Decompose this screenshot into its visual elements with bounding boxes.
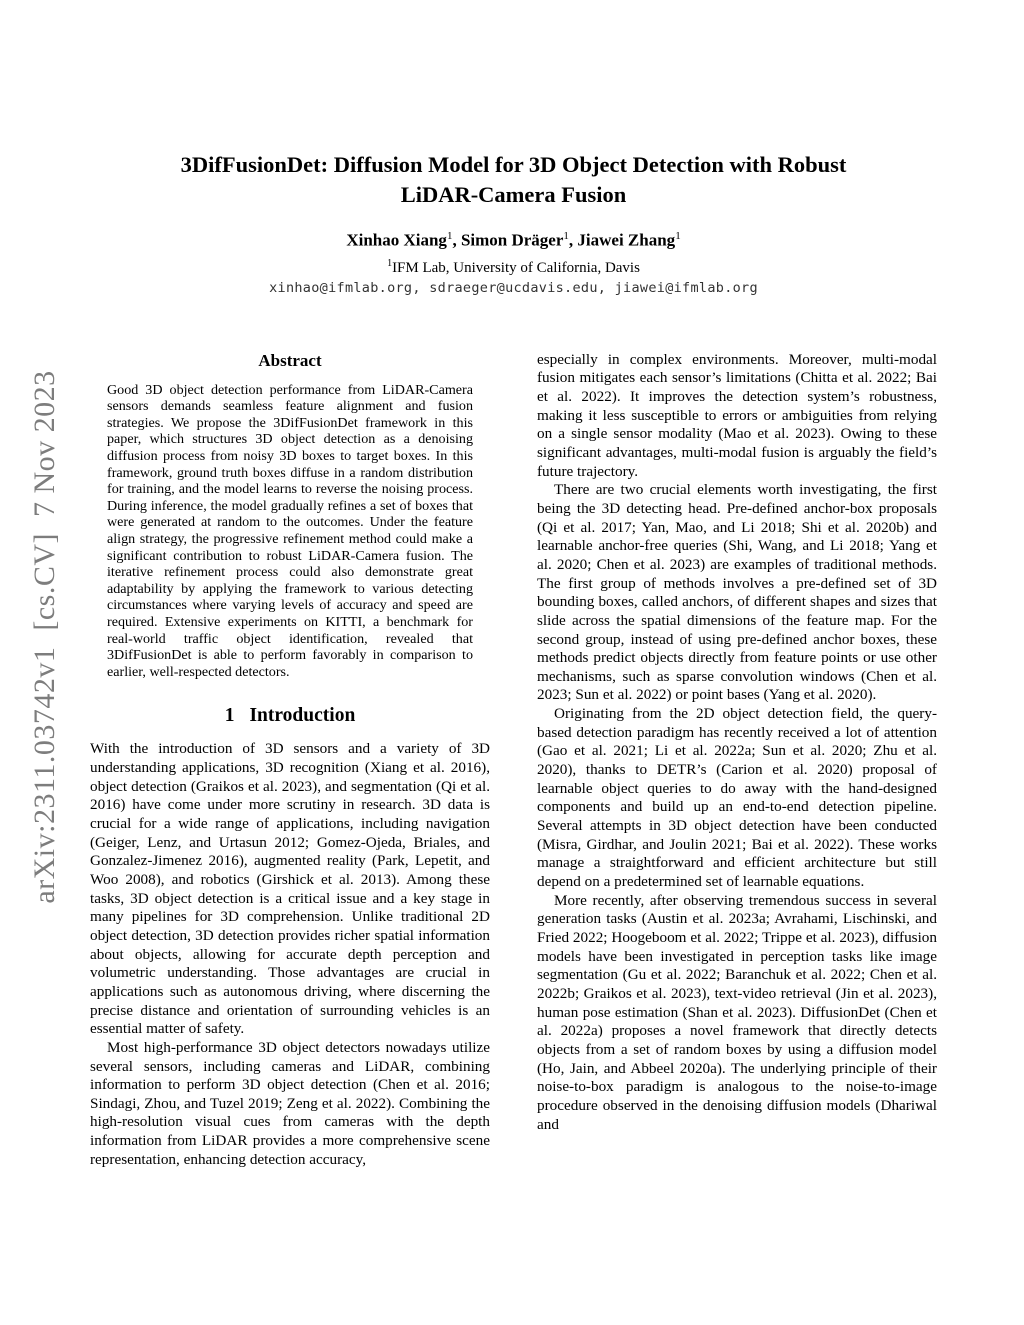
- paragraph: especially in complex environments. Moreover, multi-modal fusion mitigates each sensor’s limitations (Chitta et al. 2022; Bai et al. 2022). It improves the detection system’s robustness, making it less susceptible to errors or ambiguities from relying on a single sensor modality (Mao et al. 2023). Owing to these significant advantages, multi-modal fusion is arguably the field’s future trajectory.: [537, 350, 937, 480]
- affiliation-line: [90, 258, 937, 277]
- paragraph: There are two crucial elements worth investigating, the first being the 3D detecting head. Pre-defined anchor-box proposals (Qi et al. 2017; Yan, Mao, and Li 2018; Shi et al. 2020b) and learnable anchor-free queries (Shi, Wang, and Li 2018; Yang et al. 2020; Chen et al. 2023) are examples of traditional methods. The first group of methods involves a pre-defined set of 3D bounding boxes, called anchors, of different shapes and sizes that slide across the spatial dimensions of the feature map. For the second group, instead of using pre-defined anchor boxes, these methods predict objects directly from feature points or use other mechanisms, such as sparse convolution windows (Chen et al. 2023; Sun et al. 2022) or point bases (Yang et al. 2020).: [537, 481, 937, 704]
- abstract-text: Good 3D object detection performance from LiDAR-Camera sensors demands seamless feature alignment and fusion strategies. We propose the 3DifFusionDet framework in this paper, which structures 3D object detection as a denoising diffusion process from noisy 3D boxes to target boxes. In this framework, ground truth boxes diffuse in a random distribution for training, and the model learns to reverse the noising process. During inference, the model gradually refines a set of boxes that were generated at random to the outcomes. Under the feature align strategy, the progressive refinement method could make a significant contribution to robust LiDAR-Camera fusion. The iterative refinement process could also demonstrate great adaptability by applying the framework to various detecting circumstances where varying levels of accuracy and speed are required. Extensive experiments on KITTI, a benchmark for real-world traffic object identification, revealed that 3DifFusionDet is able to perform favorably in comparison to earlier, well-respected detectors.: [107, 381, 473, 680]
- section-number: 1: [224, 705, 235, 727]
- affiliation-superscript: 1: [387, 257, 393, 269]
- right-column: [537, 351, 937, 1135]
- two-column-body: [90, 351, 937, 1170]
- paper-title-line1: 3DifFusionDet: Diffusion Model for 3D Object Detection with Robust: [180, 152, 847, 177]
- paragraph: More recently, after observing tremendous success in several generation tasks (Austin et al. 2023a; Avrahami, Lischinski, and Fried 2022; Hoogeboom et al. 2022; Trippe et al. 2023), diffusion models have been investigated in perception tasks like image segmentation (Gu et al. 2022; Baranchuk et al. 2022; Chen et al. 2022b; Graikos et al. 2023), text-video retrieval (Jin et al. 2023), human pose estimation (Shan et al. 2023). DiffusionDet (Chen et al. 2022a) proposes a novel framework that directly detects objects from a set of random boxes by using a diffusion model (Ho, Jain, and Abbeel 2020a). The underlying principle of their noise-to-box paradigm is analogous to the noise-to-image procedure observed in the denoising diffusion models (Dhariwal and: [537, 891, 937, 1133]
- author-superscript: 1: [675, 230, 681, 242]
- author-line: [90, 230, 937, 251]
- paper-content: [90, 150, 937, 1169]
- paper-title-line2: LiDAR-Camera Fusion: [400, 182, 627, 207]
- author-separator: ,: [452, 230, 461, 250]
- left-column: [90, 351, 490, 1170]
- paragraph: Most high-performance 3D object detectors nowadays utilize several sensors, including cameras and LiDAR, combining information to perform 3D object detection (Chen et al. 2016; Sindagi, Zhou, and Tuzel 2019; Zeng et al. 2022). Combining the high-resolution visual cues from cameras with the depth information from LiDAR provides a more comprehensive scene representation, enhancing detection accuracy,: [90, 1038, 490, 1168]
- affiliation-text: IFM Lab, University of California, Davis: [392, 259, 640, 276]
- paper-title: [90, 150, 937, 210]
- arxiv-watermark: arXiv:2311.03742v1 [cs.CV] 7 Nov 2023: [28, 370, 61, 904]
- paragraph: Originating from the 2D object detection field, the query-based detection paradigm has recently received a lot of attention (Gao et al. 2021; Li et al. 2022a; Sun et al. 2020; Zhu et al. 2020), thanks to DETR’s (Carion et al. 2020) proposal of learnable object queries to do away with the hand-designed components and build up an end-to-end detection pipeline. Several attempts in 3D object detection have been conducted (Misra, Girdhar, and Joulin 2021; Bai et al. 2022). These works manage a straightforward and efficient architecture but still depend on a predetermined set of learnable equations.: [537, 705, 937, 891]
- author-name: Jiawei Zhang: [577, 230, 676, 250]
- section-title: Introduction: [249, 705, 356, 727]
- author-name: Xinhao Xiang: [346, 230, 447, 250]
- author-separator: ,: [568, 230, 578, 250]
- section-1-heading: [90, 705, 490, 727]
- author-name: Simon Dräger: [460, 230, 564, 250]
- abstract-heading: Abstract: [258, 350, 322, 370]
- author-superscript: 1: [446, 230, 453, 242]
- author-superscript: 1: [563, 230, 569, 242]
- email-line: xinhao@ifmlab.org, sdraeger@ucdavis.edu, jiawei@ifmlab.org: [269, 279, 758, 296]
- paragraph: With the introduction of 3D sensors and a variety of 3D understanding applications, 3D recognition (Xiang et al. 2016), object detection (Graikos et al. 2023), and segmentation (Qi et al. 2016) have come under more scrutiny in research. 3D data is crucial for a wide range of applications, including navigation (Geiger, Lenz, and Urtasun 2012; Gomez-Ojeda, Briales, and Gonzalez-Jimenez 2016), augmented reality (Park, Lepetit, and Woo 2008), and robotics (Girshick et al. 2013). Among these tasks, 3D object detection is a critical issue and a key stage in many pipelines for 3D comprehension. Unlike traditional 2D object detection, 3D detection provides richer spatial information about objects, allowing for accurate depth perception and volumetric understanding. Those advantages are crucial in applications such as autonomous driving, where discerning the precise distance and orientation of surrounding vehicles is an essential matter of safety.: [90, 740, 490, 1038]
